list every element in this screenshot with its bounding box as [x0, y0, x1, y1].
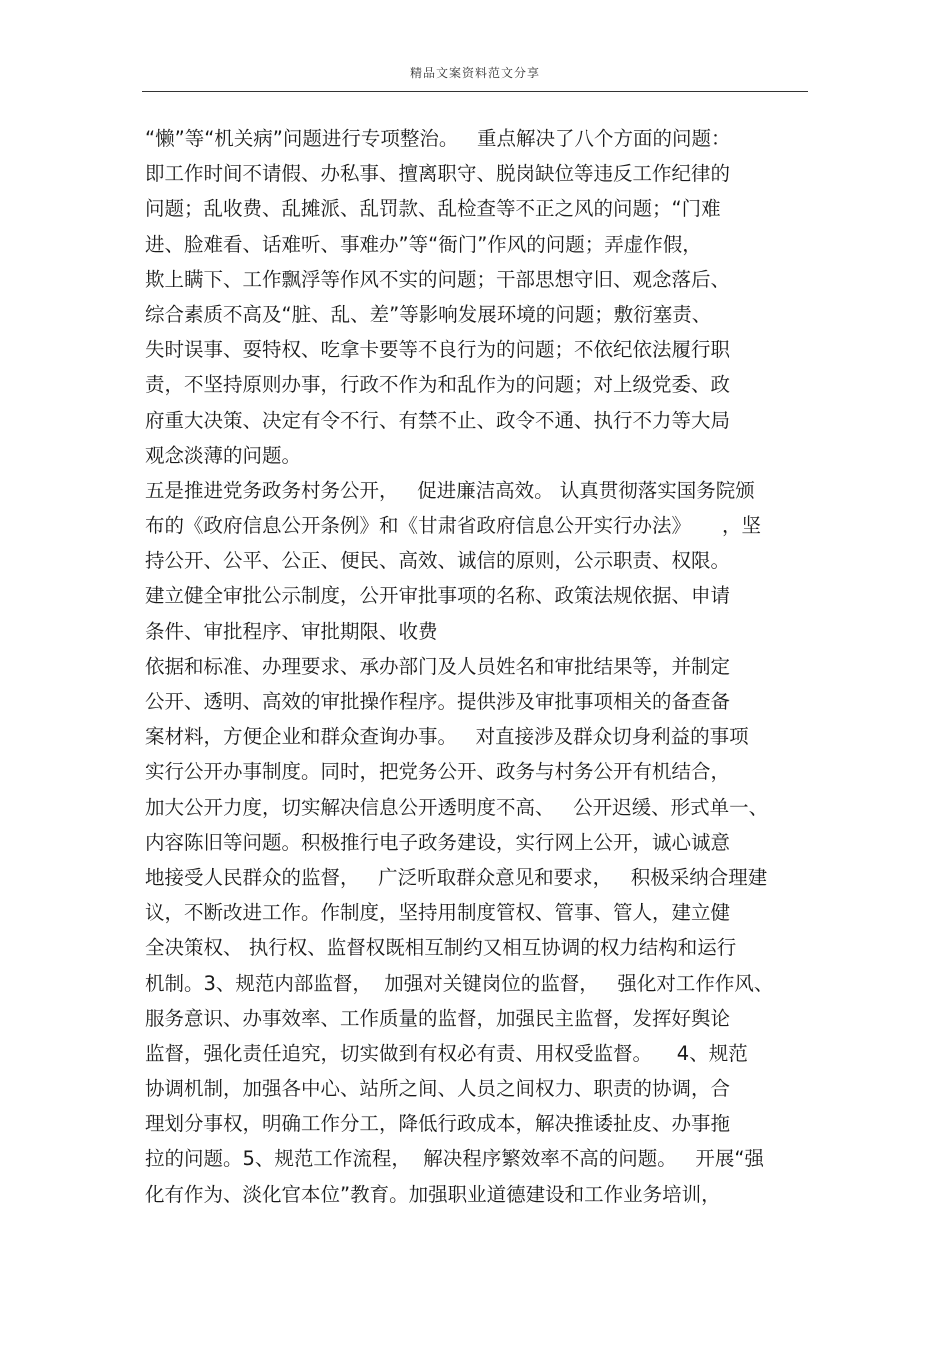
header-divider [142, 91, 808, 92]
text-line: 府重大决策、决定有令不行、有禁不止、政令不通、执行不力等大局 [145, 408, 731, 432]
text-line: 理划分事权，明确工作分工，降低行政成本，解决推诿扯皮、办事拖 [145, 1112, 731, 1136]
text-line: 实行公开办事制度。同时，把党务公开、政务与村务公开有机结合， [145, 760, 731, 784]
text-line: 问题；乱收费、乱摊派、乱罚款、乱检查等不正之风的问题；“门难 [145, 197, 721, 221]
text-line: 机制。3、规范内部监督， 加强对关键岗位的监督， 强化对工作作风、 [145, 971, 774, 995]
text-line: 拉的问题。5、规范工作流程， 解决程序繁效率不高的问题。 开展“强 [145, 1147, 765, 1171]
text-line: 进、脸难看、话难听、事难办”等“衙门”作风的问题；弄虚作假， [145, 232, 702, 256]
page-header-title: 精品文案资料范文分享 [409, 66, 540, 80]
text-line: 案材料，方便企业和群众查询办事。 对直接涉及群众切身利益的事项 [145, 725, 749, 749]
text-line: 欺上瞒下、工作飘浮等作风不实的问题；干部思想守旧、观念落后、 [145, 267, 731, 291]
text-line: 即工作时间不请假、办私事、擅离职守、脱岗缺位等违反工作纪律的 [145, 162, 731, 186]
text-line: 布的《政府信息公开条例》和《甘肃省政府信息公开实行办法》 ，坚 [145, 514, 761, 538]
text-line: 公开、透明、高效的审批操作程序。提供涉及审批事项相关的备查备 [145, 690, 731, 713]
text-line: 内容陈旧等问题。积极推行电子政务建设，实行网上公开，诚心诚意 [145, 830, 731, 854]
text-line: 持公开、公平、公正、便民、高效、诚信的原则，公示职责、权限。 [145, 549, 731, 573]
body-text [145, 121, 810, 1212]
text-line: 议，不断改进工作。作制度，坚持用制度管权、管事、管人，建立健 [145, 901, 731, 925]
text-line: 化有作为、淡化官本位”教育。加强职业道德建设和工作业务培训， [145, 1182, 721, 1206]
text-line: 建立健全审批公示制度，公开审批事项的名称、政策法规依据、申请 [145, 584, 731, 608]
text-line: 服务意识、办事效率、工作质量的监督，加强民主监督，发挥好舆论 [145, 1006, 731, 1030]
text-line: 加大公开力度，切实解决信息公开透明度不高、 公开迟缓、形式单一、 [145, 795, 769, 819]
text-line: “懒”等“机关病”问题进行专项整治。 重点解决了八个方面的问题： [145, 127, 731, 150]
text-line: 综合素质不高及“脏、乱、差”等影响发展环境的问题；敷衍塞责、 [145, 302, 712, 326]
text-line: 地接受人民群众的监督， 广泛听取群众意见和要求， 积极采纳合理建 [145, 865, 768, 889]
text-line: 五是推进党务政务村务公开， 促进廉洁高效。 认真贯彻落实国务院颁 [145, 478, 755, 502]
text-line: 全决策权、 执行权、监督权既相互制约又相互协调的权力结构和运行 [145, 936, 737, 960]
text-line: 条件、审批程序、审批期限、收费 [145, 619, 438, 643]
text-line: 观念淡薄的问题。 [145, 443, 302, 467]
text-line: 责，不坚持原则办事，行政不作为和乱作为的问题；对上级党委、政 [145, 373, 731, 397]
text-line: 监督，强化责任追究，切实做到有权必有责、用权受监督。 4、规范 [145, 1041, 748, 1065]
text-line: 依据和标准、办理要求、承办部门及人员姓名和审批结果等，并制定 [145, 654, 731, 678]
text-line: 协调机制，加强各中心、站所之间、人员之间权力、职责的协调，合 [145, 1077, 731, 1101]
text-line: 失时误事、耍特权、吃拿卡要等不良行为的问题；不依纪依法履行职 [145, 338, 731, 362]
